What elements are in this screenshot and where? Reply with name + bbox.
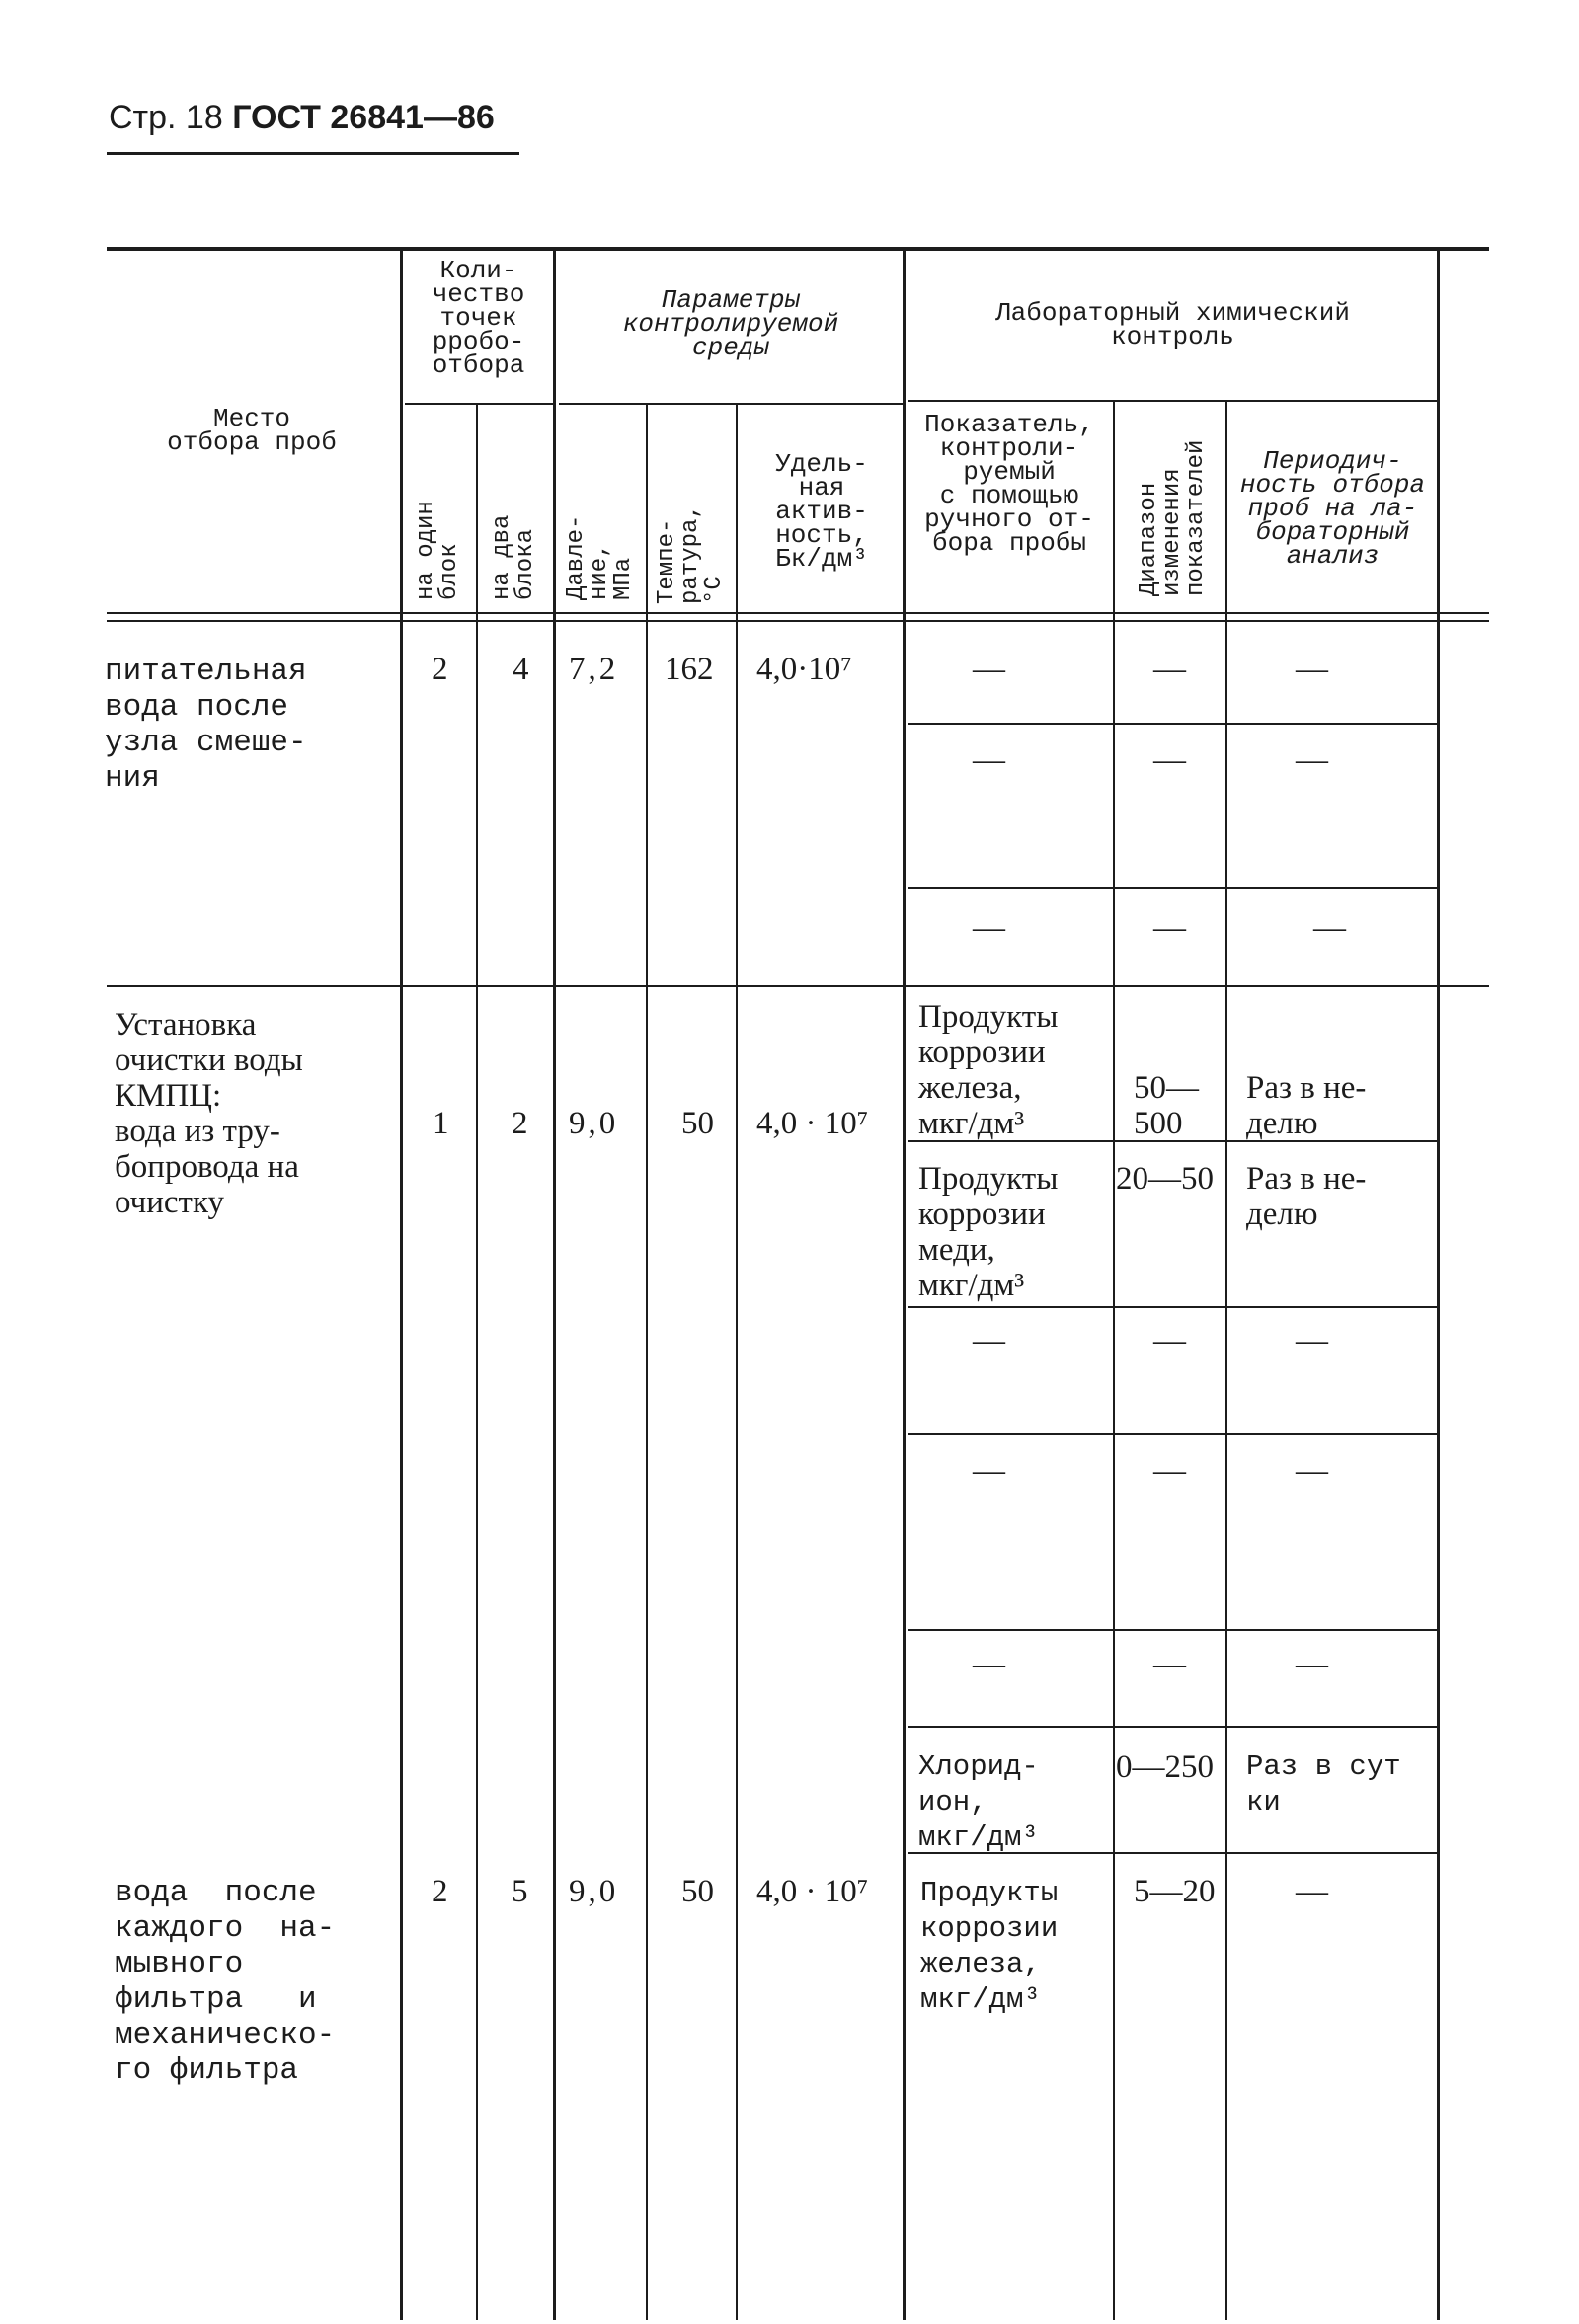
row3-sub1-range: 5—20 bbox=[1134, 1874, 1216, 1909]
col-divider bbox=[400, 251, 403, 2320]
row2-sub1-range: 50— 500 bbox=[1134, 1070, 1199, 1141]
header-points-one: на один блок bbox=[413, 501, 463, 600]
page-number: Стр. 18 bbox=[109, 99, 223, 136]
row2-sub5-periodicity: — bbox=[1296, 1647, 1328, 1682]
col-divider bbox=[553, 251, 556, 2320]
col-divider bbox=[476, 403, 478, 2320]
row2-sub5-range: — bbox=[1153, 1647, 1186, 1682]
subrow-separator bbox=[908, 1726, 1437, 1728]
row1-sub2-range: — bbox=[1153, 742, 1186, 778]
header-lab: Лабораторный химический контроль bbox=[995, 298, 1350, 351]
header-periodicity: Периодич- ность отбора проб на ла- бораторный анализ bbox=[1239, 446, 1426, 571]
header-temperature: Темпе- ратура, °С bbox=[654, 504, 728, 604]
row1-activity: 4,0·10⁷ bbox=[756, 652, 852, 687]
col-divider bbox=[646, 403, 648, 2320]
row2-sub2-indicator: Продукты коррозии меди, мкг/дм³ bbox=[918, 1161, 1059, 1303]
col-divider bbox=[903, 251, 906, 2320]
row2-two: 2 bbox=[512, 1106, 528, 1141]
row3-sub1-periodicity: — bbox=[1296, 1874, 1328, 1909]
row3-sub1-indicator: Продукты коррозии железа, мкг/дм³ bbox=[920, 1877, 1059, 2016]
row1-temperature: 162 bbox=[665, 652, 714, 687]
page-header bbox=[109, 99, 495, 137]
row2-sub4-indicator: — bbox=[973, 1453, 1005, 1489]
row1-sub3-range: — bbox=[1153, 910, 1186, 946]
header-points-two: на два блока bbox=[489, 514, 539, 600]
row2-sub1-periodicity: Раз в не- делю bbox=[1246, 1070, 1367, 1141]
header-bottom-rule bbox=[107, 612, 1489, 614]
row1-sub1-periodicity: — bbox=[1296, 652, 1328, 687]
subrow-separator bbox=[908, 1433, 1437, 1435]
row2-one: 1 bbox=[433, 1106, 449, 1141]
row2-activity: 4,0 · 10⁷ bbox=[756, 1106, 869, 1141]
row1-sub1-indicator: — bbox=[973, 652, 1005, 687]
row2-sub4-range: — bbox=[1153, 1453, 1186, 1489]
header-sub-rule-points bbox=[405, 403, 553, 405]
table-top-rule bbox=[107, 247, 1489, 251]
subrow-separator bbox=[908, 1629, 1437, 1631]
header-bottom-rule-2 bbox=[107, 620, 1489, 622]
row1-sub2-periodicity: — bbox=[1296, 742, 1328, 778]
row2-sub5-indicator: — bbox=[973, 1647, 1005, 1682]
header-pressure: Давле- ние, МПа bbox=[563, 514, 637, 600]
standard-number: ГОСТ 26841—86 bbox=[232, 99, 495, 136]
row1-sub3-indicator: — bbox=[973, 910, 1005, 946]
row1-one: 2 bbox=[432, 652, 448, 687]
header-params: Параметры контролируемой среды bbox=[622, 285, 839, 362]
header-points: Коли- чество точек pробо- отбора bbox=[432, 256, 525, 380]
row3-activity: 4,0 · 10⁷ bbox=[756, 1874, 869, 1909]
header-indicator: Показатель, контроли- руемый с помощью ручного от- бора пробы bbox=[924, 410, 1094, 558]
row2-sub1-indicator: Продукты коррозии железа, мкг/дм³ bbox=[918, 999, 1059, 1141]
col-divider bbox=[1437, 251, 1440, 2320]
subrow-separator bbox=[908, 887, 1437, 889]
row3-place: вода после каждого на- мывного фильтра и механическо- го фильтра bbox=[115, 1876, 336, 2088]
row1-two: 4 bbox=[513, 652, 529, 687]
row2-temperature: 50 bbox=[681, 1106, 714, 1141]
row2-sub6-indicator: Хлорид- ион, мкг/дм³ bbox=[918, 1750, 1039, 1854]
subrow-separator bbox=[908, 723, 1437, 725]
col-divider bbox=[736, 403, 738, 2320]
header-sub-rule-params bbox=[559, 403, 903, 405]
row-separator bbox=[107, 985, 1489, 987]
header-sub-rule-lab bbox=[908, 400, 1437, 402]
row3-pressure: 9,0 bbox=[569, 1874, 619, 1909]
row2-sub2-periodicity: Раз в не- делю bbox=[1246, 1161, 1367, 1232]
col-divider bbox=[1113, 400, 1115, 2320]
row2-sub2-range: 20—50 bbox=[1116, 1161, 1214, 1197]
row2-sub3-periodicity: — bbox=[1296, 1323, 1328, 1358]
row2-sub6-range: 0—250 bbox=[1116, 1749, 1214, 1785]
row2-place: Установка очистки воды КМПЦ: вода из тру- бопровода на очистку bbox=[115, 1007, 303, 1220]
row2-pressure: 9,0 bbox=[569, 1106, 619, 1141]
row3-temperature: 50 bbox=[681, 1874, 714, 1909]
header-place: Место отбора проб bbox=[167, 404, 337, 457]
row1-sub1-range: — bbox=[1153, 652, 1186, 687]
header-activity: Удель- ная актив- ность, Бк/дм³ bbox=[775, 449, 868, 574]
row2-sub4-periodicity: — bbox=[1296, 1453, 1328, 1489]
row2-sub3-range: — bbox=[1153, 1323, 1186, 1358]
col-divider bbox=[1225, 400, 1227, 2320]
row1-pressure: 7,2 bbox=[569, 652, 619, 687]
row3-one: 2 bbox=[432, 1874, 448, 1909]
header-range: Диапазон изменения показателей bbox=[1136, 439, 1210, 596]
row1-sub2-indicator: — bbox=[973, 742, 1005, 778]
row1-sub3-periodicity: — bbox=[1313, 910, 1346, 946]
row2-sub6-periodicity: Раз в сут ки bbox=[1246, 1750, 1401, 1819]
subrow-separator bbox=[908, 1306, 1437, 1308]
row3-two: 5 bbox=[512, 1874, 528, 1909]
row2-sub3-indicator: — bbox=[973, 1323, 1005, 1358]
header-rule bbox=[107, 152, 519, 155]
row1-place: питательная вода после узла смеше- ния bbox=[105, 655, 307, 796]
